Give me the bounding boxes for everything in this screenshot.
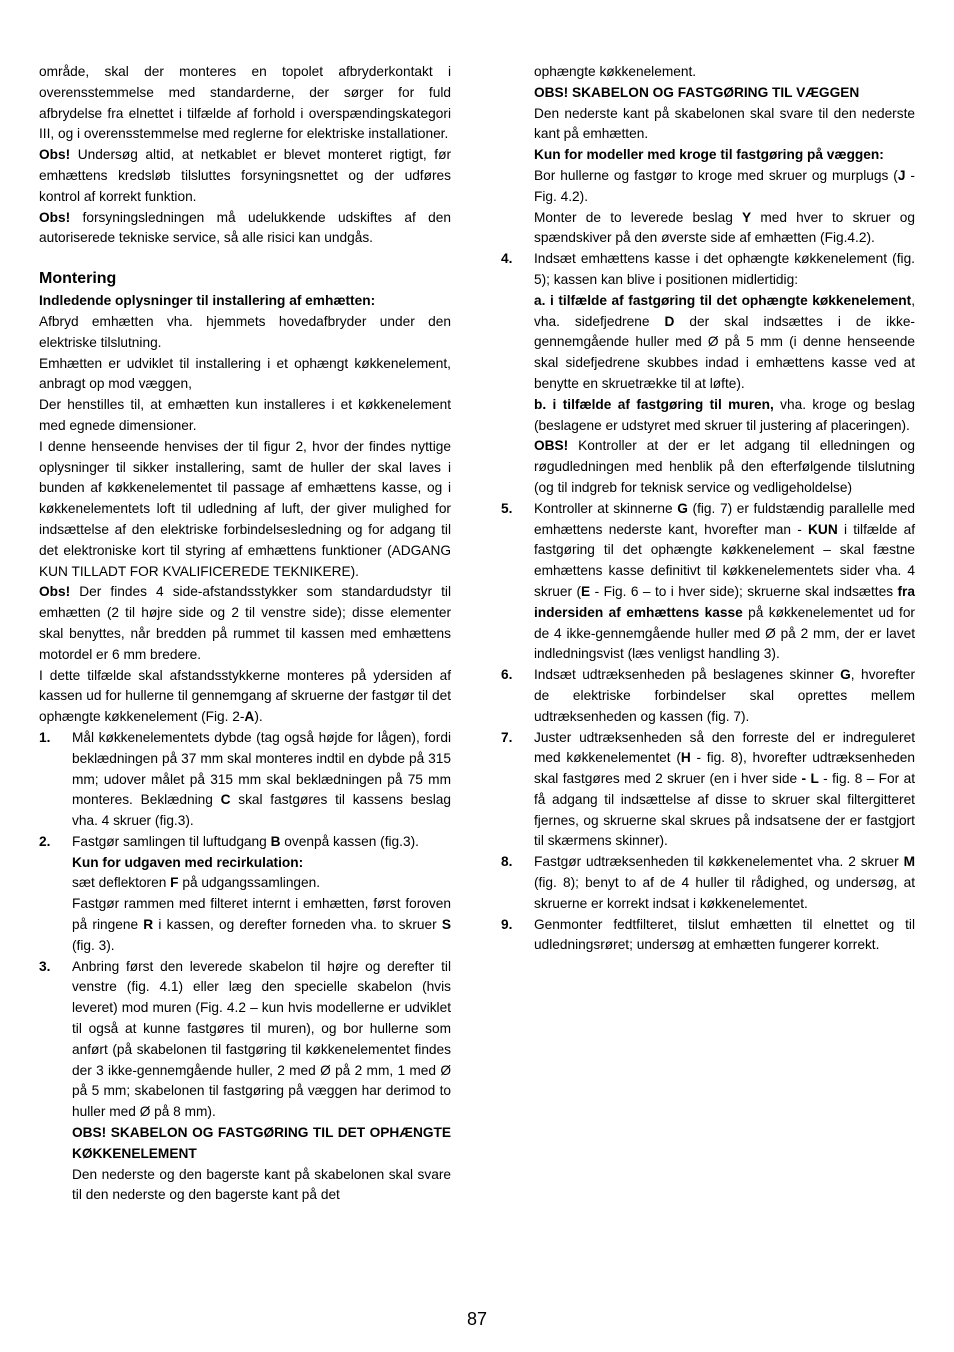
text: , vha. sidefjedrene [534,292,915,329]
step-subheading: OBS! SKABELON OG FASTGØRING TIL DET OPHÆNGTE KØKKENELEMENT [72,1125,451,1161]
text: på køkkenelementet ud for de 4 ikke-gennemgående huller med Ø på 2 mm, der er lavet indledningsvist (læs venligst handling 3). [534,604,915,662]
right-column [501,62,915,956]
paragraph [39,208,451,250]
step-text [72,894,451,956]
option-label: b. i tilfælde af fastgøring til muren, [534,396,774,412]
text: Fastgør udtræksenheden til køkkenelementet vha. 2 skruer [534,854,904,870]
list-item [501,915,915,957]
list-item [501,665,915,727]
step-text: Anbring først den leverede skabelon til højre og derefter til venstre (fig. 4.1) eller læg den specielle skabelon (hvis leveret) mod muren (Fig. 4.2 – kun hvis modellerne er udviklet til også at kunne fastgøres til muren), og bor hullerne som anført (på skabelonen til fastgøring til køkkenelementet findes der 3 ikke-gennemgående huller, 2 med Ø på 2 mm, 1 med Ø på 5 mm; skabelonen til fastgøring på væggen har derimod to huller med Ø på 8 mm). [72,958,451,1120]
step-text [72,873,451,894]
text: (fig. 3). [72,937,115,953]
part-ref: D [664,313,675,329]
paragraph: Der henstilles til, at emhætten kun installeres i et køkkenelement med egnede dimensioner. [39,397,451,433]
part-ref: C [220,792,231,808]
text: på udgangssamlingen. [178,875,321,891]
list-item [501,499,915,665]
text: Mål køkkenelementets dybde (tag også højde for lågen), fordi beklædningen på 37 mm skal monteres indtil en dybde på 315 mm; udover målet på 315 mm skal beklædningen på 75 mm monteres. Beklædning [72,729,451,808]
step-text [534,852,915,914]
paragraph: Den nederste kant på skabelonen skal svare til den nederste kant på emhætten. [534,105,915,142]
text: Monter de to leverede beslag [534,209,743,225]
text: der skal indsættes i de ikke-gennemgående huller med Ø på 5 mm (i denne henseende skal sidefjedrene skubbes indad i emhættens kasse ved at benytte en skruetrække til at løfte). [534,313,915,391]
step-subheading: Kun for udgaven med recirkulation: [72,854,304,870]
subheading: Kun for modeller med kroge til fastgøring på væggen: [534,147,884,163]
subheading: Indledende oplysninger til installering af emhætten: [39,293,376,309]
paragraph [39,582,451,665]
step-number: 1. [39,729,51,745]
step-number: 5. [501,500,513,516]
subheading: OBS! SKABELON OG FASTGØRING TIL VÆGGEN [534,84,860,100]
text: - fig. 8), hvorefter udtræksenheden skal fastgøres med 2 skruer (en i hver side [534,750,915,787]
list-item [501,852,915,914]
emphasis: fra indersiden af emhættens kasse [534,583,915,620]
step-text [72,832,451,853]
text: med hver to skruer og spændskiver på den øverste side af emhætten (Fig.4.2). [534,209,916,246]
text: - fig. 8 – For at få adgang til indsættelse af disse to skruer skal filtergitteret fjernes, og skruerne skal skrues på indsatsene der er fastgjort til skærmens skinner). [534,771,915,849]
text: Fastgør samlingen til luftudgang [72,833,271,849]
obs-label: OBS! [534,438,569,454]
obs-label: Obs! [39,584,71,600]
part-ref: F [170,875,179,891]
part-ref: G [840,667,851,683]
part-ref: G [677,500,688,516]
text: Bor hullerne og fastgør to kroge med skruer og murplugs ( [534,167,898,183]
part-ref: R [143,917,154,933]
text: Indsæt udtræksenheden på beslagenes skinner [534,667,841,683]
list-item [39,728,451,832]
text: (fig. 7) er fuldstændig parallelle med emhættens nederste kant, hvorefter man - [534,500,915,537]
text: i tilfælde af fastgøring til det ophængte køkkenelement – skal fæstne emhættens kasse definitivt til køkkenelementets sider vha. 4 skruer ( [534,521,915,599]
part-ref: B [270,833,281,849]
step-list [39,728,451,1206]
paragraph: I denne henseende henvises der til figur 2, hvor der findes nyttige oplysninger til sikker installering, samt de huller der skal laves i bunden af køkkenelementet til passage af emhættens kasse, og i køkkenelementets loft til udledning af luft, der giver mulighed for indsættelse af den elektriske forbindelsesledning og for adgang til det elektroniske kort til styring af emhættens funktioner (ADGANG KUN TILLADT FOR KVALIFICEREDE TEKNIKERE). [39,438,451,579]
text: vha. kroge og beslag (beslagene er udstyret med skruer til justering af placeringen). [534,396,915,433]
part-ref: Y [742,209,752,225]
step-list [501,249,915,956]
text: , hvorefter de elektriske forbindelser skal oprettes mellem udtræksenheden og kassen (fig. 7). [534,667,915,724]
list-item [501,249,915,499]
paragraph [501,208,915,250]
paragraph-text: forsyningsledningen må udelukkende udskiftes af den autoriserede tekniske service, så alle risici kan undgås. [39,209,451,246]
step-text [534,665,915,727]
emphasis: KUN [808,521,838,537]
paragraph [501,166,915,208]
list-item [39,957,451,1207]
step-number: 9. [501,916,513,932]
step-number: 6. [501,667,513,683]
paragraph [39,145,451,207]
step-text [534,499,915,665]
step-text [72,728,451,832]
step-text [534,436,915,498]
part-ref: J [897,167,906,183]
step-text [534,395,915,437]
text: Fastgør rammen med filteret internt i emhætten, først foroven på ringene [72,896,451,933]
left-column [39,62,451,1206]
paragraph-text: Undersøg altid, at netkablet er blevet monteret rigtigt, før emhættens kredsløb tilsluttes forsyningsnettet og der udføres kontrol af korrekt funktion. [39,147,451,204]
figure-ref: A [244,709,255,725]
step-text: Indsæt emhættens kasse i det ophængte køkkenelement (fig. 5); kassen kan blive i positionen midlertidig: [534,251,915,287]
part-ref: - L [801,771,819,787]
step-text: Genmonter fedtfilteret, tilslut emhætten til elnettet og til udledningsrøret; undersøg at emhætten fungerer korrekt. [534,916,915,953]
obs-label: Obs! [39,209,71,225]
text: - Fig. 4.2). [534,167,915,204]
step-text [534,728,915,853]
paragraph: Afbryd emhætten vha. hjemmets hovedafbryder under den elektriske tilslutning. [39,313,451,350]
step-number: 8. [501,854,513,870]
text: i kassen, og derefter forneden vha. to skruer [153,917,442,933]
paragraph-text: Der findes 4 side-afstandsstykker som standardudstyr til emhætten (2 til højre side og 2 til venstre side); disse elementer skal benyttes, når bredden på rummet til kassen med emhættens motordel er 6 mm bredere. [39,584,451,662]
paragraph: Emhætten er udviklet til installering i et ophængt køkkenelement, anbragt op mod væggen, [39,355,451,392]
text: Juster udtræksenheden så den forreste del er indreguleret med køkkenelementet ( [534,729,915,766]
paragraph [39,666,451,728]
step-text: Den nederste og den bagerste kant på skabelonen skal svare til den nederste og den bagerste kant på det [72,1166,451,1203]
text: skal fastgøres til kassens beslag vha. 4 skruer (fig.3). [72,792,451,829]
step-text [534,291,915,395]
step-number: 7. [501,729,513,745]
section-heading: Montering [39,270,117,288]
text: (fig. 8); benyt to af de 4 huller til rådighed, og undersøg, at skruerne er korrekt indsat i køkkenelementet. [534,875,915,911]
part-ref: M [903,854,915,870]
text: Kontroller at skinnerne [534,500,678,516]
list-item [39,832,451,957]
option-label: a. i tilfælde af fastgøring til det ophængte køkkenelement [534,292,912,308]
step-number: 2. [39,833,51,849]
page-number: 87 [466,1309,488,1329]
part-ref: E [581,583,591,599]
text: - Fig. 6 – to i hver side); skruerne skal indsættes [590,583,898,599]
list-item [501,728,915,853]
paragraph: område, skal der monteres en topolet afbryderkontakt i overensstemmelse med standarderne, der sørger for fuld afbrydelse fra elnettet i tilfælde af forhold i overspændingskategori III, og i overensstemmelse med reglerne for elektriske installationer. [39,64,451,142]
text: Kontroller at der er let adgang til elledningen og røgudledningen med henblik på den efterfølgende tilslutning (og til indgreb for teknisk service og vedligeholdelse) [534,438,915,495]
part-ref: S [441,917,451,933]
text: ovenpå kassen (fig.3). [280,833,419,849]
text: sæt deflektoren [72,875,171,891]
part-ref: H [680,750,691,766]
obs-label: Obs! [39,147,71,163]
paragraph-text: ). [254,709,263,725]
step-number: 3. [39,958,51,974]
paragraph-text: I dette tilfælde skal afstandsstykkerne monteres på ydersiden af kassen ud for hullerne til gennemgang af skruerne der fastgør til det ophængte køkkenelement (Fig. 2- [39,667,451,725]
step-number: 4. [501,251,513,267]
paragraph: ophængte køkkenelement. [534,64,697,79]
